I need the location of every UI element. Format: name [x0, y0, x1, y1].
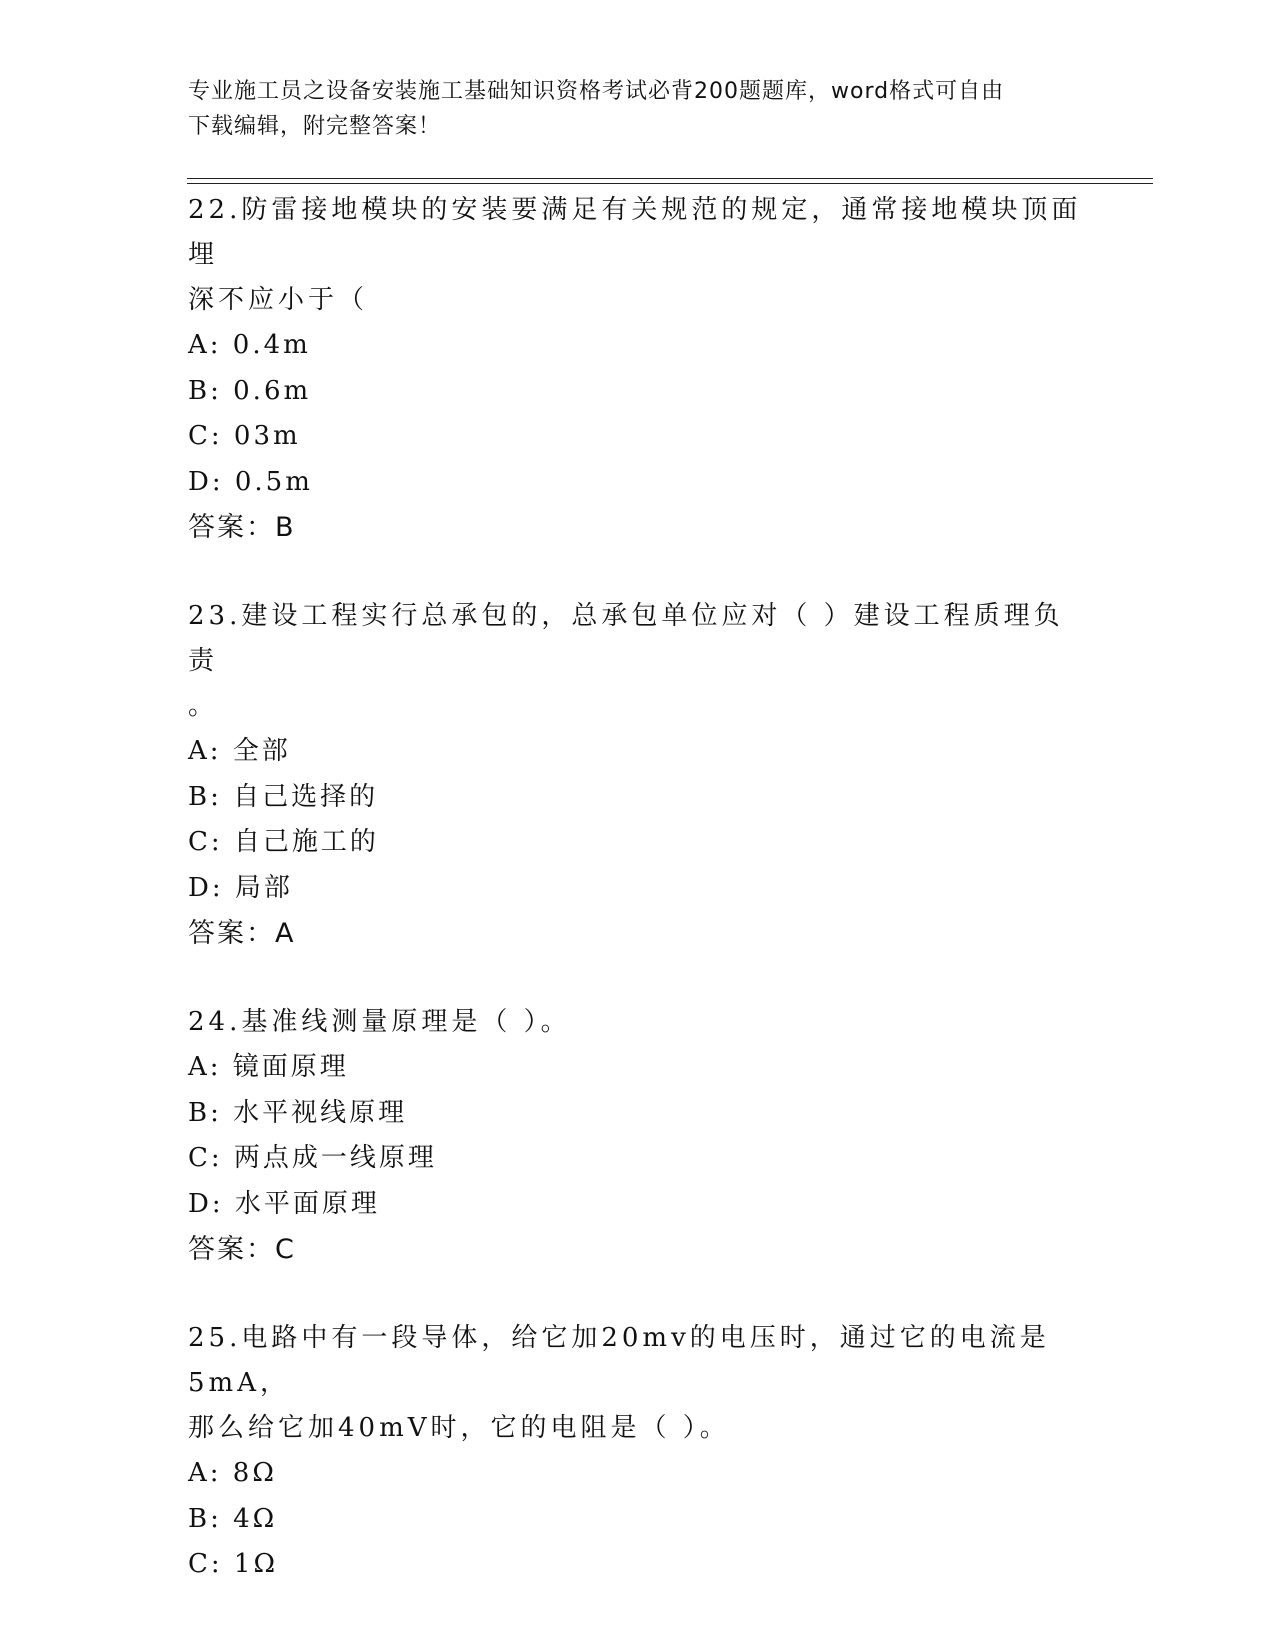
- question-text-line-1: 23.建设工程实行总承包的，总承包单位应对（ ）建设工程质理负责: [188, 601, 1064, 676]
- header-divider-bottom: [187, 183, 1153, 184]
- option-b: B: 0.6m: [188, 375, 312, 406]
- option-a: A: 全部: [188, 736, 291, 766]
- header-line-2: 下载编辑，附完整答案！: [188, 114, 442, 139]
- question-text-line-1: 22.防雷接地模块的安装要满足有关规范的规定，通常接地模块顶面埋: [188, 195, 1082, 270]
- option-c: C: 自己施工的: [188, 827, 379, 857]
- option-b: B: 自己选择的: [188, 781, 379, 812]
- option-c: C: 1Ω: [188, 1549, 279, 1579]
- question-25: [188, 1316, 1088, 1588]
- question-text-line-2: 深不应小于（: [188, 285, 369, 315]
- question-22: [188, 188, 1088, 550]
- option-b: B: 4Ω: [188, 1503, 278, 1534]
- option-c: C: 03m: [188, 421, 301, 451]
- question-list: [188, 188, 1088, 1632]
- question-text-line-1: 24.基准线测量原理是（ ）。: [188, 1007, 571, 1037]
- option-c: C: 两点成一线原理: [188, 1143, 437, 1173]
- header-line-1: 专业施工员之设备安装施工基础知识资格考试必背200题题库，word格式可自由: [188, 79, 1005, 104]
- header-divider-top: [187, 178, 1153, 179]
- option-d: D: 水平面原理: [188, 1188, 380, 1219]
- question-24: [188, 1000, 1088, 1272]
- answer: 答案：B: [188, 512, 296, 543]
- option-d: D: 0.5m: [188, 466, 313, 497]
- option-a: A: 镜面原理: [188, 1052, 349, 1082]
- answer: 答案：C: [188, 1234, 296, 1265]
- option-a: A: 8Ω: [188, 1458, 277, 1488]
- question-text-line-1: 25.电路中有一段导体，给它加20mv的电压时，通过它的电流是5mA，: [188, 1323, 1050, 1398]
- document-header: [188, 74, 1068, 144]
- question-text-line-2: 那么给它加40mV时，它的电阻是（ ）。: [188, 1413, 730, 1443]
- option-d: D: 局部: [188, 872, 293, 903]
- option-b: B: 水平视线原理: [188, 1097, 408, 1128]
- option-a: A: 0.4m: [188, 330, 311, 360]
- answer: 答案：A: [188, 918, 296, 949]
- question-text-line-2: 。: [188, 691, 219, 721]
- question-23: [188, 594, 1088, 956]
